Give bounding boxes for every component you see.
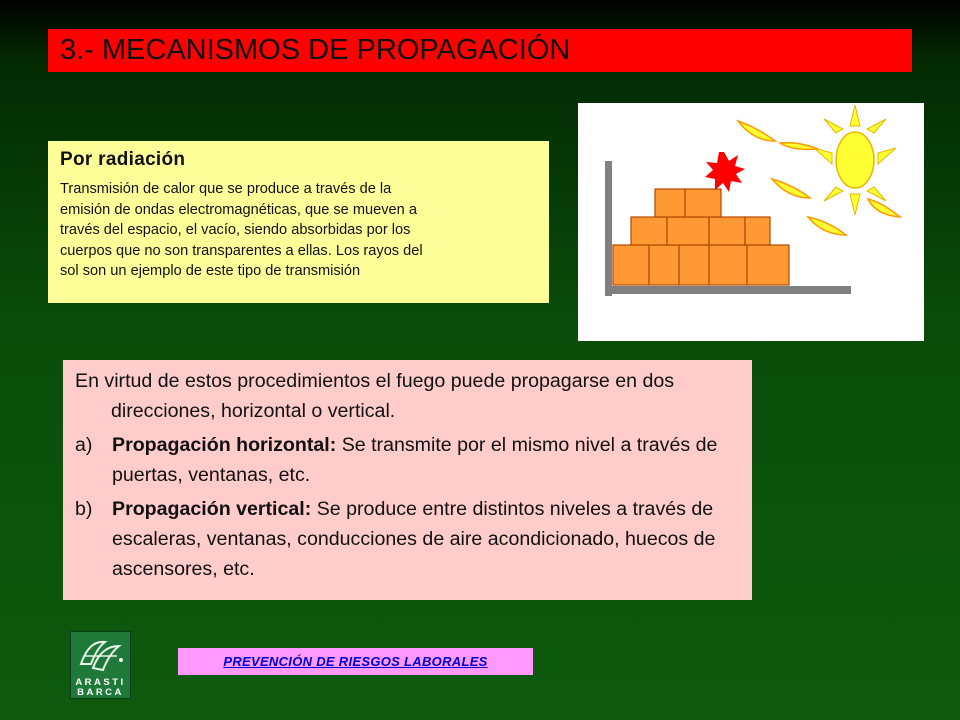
- brick-stack: [613, 189, 789, 285]
- propagation-info-box: [63, 360, 752, 600]
- company-logo: [70, 631, 131, 699]
- list-item-label: b): [75, 498, 93, 520]
- radiation-illustration-svg: [578, 103, 924, 341]
- list-item-label: a): [75, 434, 93, 456]
- explosion-icon: [705, 152, 745, 192]
- list-item-text: Se transmite por el mismo nivel a través de puertas, ventanas, etc.: [112, 434, 718, 486]
- list-item-term: Propagación vertical:: [112, 498, 312, 520]
- sun-icon: [814, 105, 896, 215]
- footer-link-text: PREVENCIÓN DE RIESGOS LABORALES: [223, 654, 488, 669]
- radiation-illustration: [578, 103, 924, 341]
- radiation-box: [48, 141, 549, 303]
- radiation-description: [60, 179, 537, 282]
- radiation-line: cuerpos que no son transparentes a ellas. Los rayos del: [60, 242, 423, 259]
- slide-title: [48, 29, 912, 72]
- radiation-line: través del espacio, el vacío, siendo absorbidas por los: [60, 222, 411, 239]
- list-item-body: [112, 494, 742, 584]
- horizontal-axis: [605, 286, 851, 294]
- logo-text-line1: ARASTI: [75, 677, 126, 688]
- list-item-term: Propagación horizontal:: [112, 434, 337, 456]
- radiation-line: sol son un ejemplo de este tipo de transmisión: [60, 263, 361, 280]
- list-item: [75, 494, 742, 584]
- slide-title-text: 3.- MECANISMOS DE PROPAGACIÓN: [60, 34, 571, 66]
- footer-link[interactable]: [178, 648, 533, 675]
- radiation-line: emisión de ondas electromagnéticas, que se mueven a: [60, 201, 417, 218]
- list-item: [75, 430, 742, 490]
- radiation-line: Transmisión de calor que se produce a través de la: [60, 181, 392, 197]
- logo-mark-icon: [71, 634, 130, 678]
- list-item-text: Se produce entre distintos niveles a través de escaleras, ventanas, conducciones de aire acondicionado, huecos de ascensores, etc.: [112, 498, 716, 580]
- propagation-intro: En virtud de estos procedimientos el fuego puede propagarse en dos direcciones, horizontal o vertical.: [75, 370, 675, 422]
- radiation-heading: Por radiación: [60, 149, 186, 170]
- logo-text-line2: BARCA: [77, 687, 124, 698]
- vertical-axis: [605, 161, 612, 296]
- list-item-body: [112, 430, 742, 490]
